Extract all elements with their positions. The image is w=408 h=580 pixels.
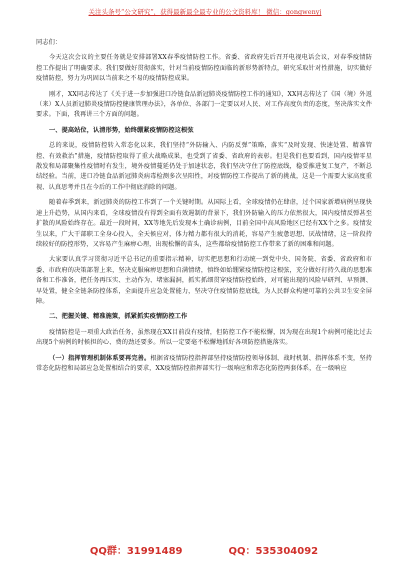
section-2-heading: 二、把握关键、精准施策，抓紧抓实疫情防控工作 xyxy=(49,313,188,321)
section-1-paragraph-3: 大家要认真学习贯彻习近平总书记的重要指示精神，切实把思想和行动统一到党中央、国务院、省委、省政府和市委、市政府的决策部署上来，坚决克服麻痹思想和自满情绪，慎终如始绷紧疫情防控这根弦，充分做好打持久战的思想准备和工作准备，把任务再压实、主动作为、堵塞漏洞，抓实抓细贯穿疫情防控始终，对可能出现的风险早研判、早预测、早处置，健全全链条防控体系，全面提升应急处置能力，坚决守住疫情防控底线，为人民群众构建可靠的公共卫生安全屏障。 xyxy=(36,256,372,305)
qq-number: QQ：535304092 xyxy=(228,546,319,557)
section-2-paragraph-1: 疫情防控是一项重大政治任务，虽然现在XX目前没有疫情，但防控工作不能松懈，因为现在出现1个病例可能比过去出现5个病例的时候担的心、费的劲还要多。所以一定要毫不松懈地抓好各项防控措施落实。 xyxy=(36,328,372,347)
document-body xyxy=(36,38,372,374)
section-1-paragraph-2: 随着春季到来，新冠肺炎的防控工作到了一个关键时期。从国际上看，全球疫情仍在肆虐，过个国家新增病例呈现快速上升趋势，从国内来看，全球疫情没有得到全面有效遏制的背景下，我们外防输入的压力依然很大，国内疫情反弹甚至扩散的风险始终存在。最近一段时间，XX等地先后发现本土确诊病例，目前全国中高风险地区已经有XX个之多。疫情发生以来，广大干部职工全身心投入，全天候应对，体力精力都有很大的消耗，容易产生疲惫思想、厌战情绪，这一阶段持续较好的防控形势，又容易产生麻痹心理，出现松懈的苗头，这些都给疫情防控工作带来了新的困难和问题。 xyxy=(36,199,372,248)
intro-paragraph-2: 刚才，XX同志传达了《关于进一步加强进口冷链食品新冠肺炎疫情防控工作的通知》，XX同志传达了《国（境）外返（来）X人员新冠肺炎疫情防控健康管理办法》，各单位、各部门一定要以对人民、对工作高度负责的态度，坚决落实文件要求。下面，我再讲三个方面的问题。 xyxy=(36,90,373,119)
section-2-subsection-1 xyxy=(36,354,372,375)
contact-footer xyxy=(0,542,408,557)
section-1-heading: 一、提高站位，认清形势，始终绷紧疫情防控这根弦 xyxy=(49,126,194,134)
salutation: 同志们： xyxy=(36,39,62,46)
section-1-paragraph-1: 总的来说，疫情防控转入常态化以来，我们坚持“外防输入、内防反弹”策略，落实“及时发现、快速处置、精准管控、有效救治”措施，疫情防控取得了重大战略成果，也受到了省委、省政府的表彰。但是我们也要看到，国内疫情零星散发和局部聚集性疫情时有发生，境外疫情蔓延仍处于加速状态，我们坚决守住了防控底线，稳妥推进复工复产，不断总结经验。当前，进口冷链食品新冠肺炎病毒检测多次呈阳性，对疫情防控工作提出了新的挑战，这是一个需要大家高度重视、认真思考并且在今后的工作中彻底消除的问题。 xyxy=(36,142,372,191)
promo-banner[interactable]: 关注头条号“公文研究”，获得最新最全最专业的公文资料库！ 微信：gongwenyj xyxy=(88,8,322,16)
subsection-1-text: 根据省疫情防控指挥部坚持疫情防控领导体制、战时机制、指挥体系不变，坚持常态化防控和局部应急处置相结合的要求，XX疫情防控指挥部实行一级响应和常态化防控两套体系，在一级响应 xyxy=(36,354,372,372)
qq-group-number: QQ群：31991489 xyxy=(89,546,183,557)
subsection-1-lead: （一）指挥管理机制体系要再完善。 xyxy=(49,354,151,362)
intro-paragraph-1: 今天这次会议的主要任务就是安排部署XX春季疫情防控工作。省委、省政府先后召开电视电话会议，对春季疫情防控工作提出了明确要求。我们要做好贯彻落实，针对当前疫情防控面临的新形势新特点，研究采取针对性措施，切实做好疫情防控，努力为巩固以当前来之不易的疫情防控成果。 xyxy=(36,54,372,83)
